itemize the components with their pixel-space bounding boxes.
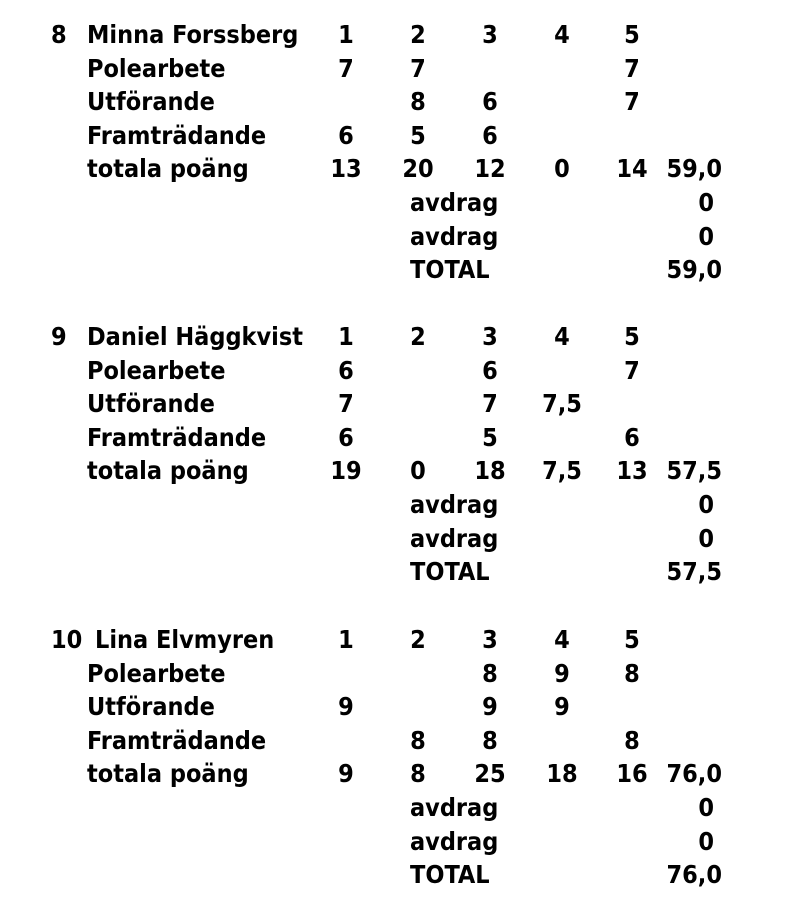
total-cell: 20 xyxy=(402,154,434,184)
points-sum: 57,5 xyxy=(666,456,722,486)
score-cell: 7 xyxy=(410,53,426,83)
score-cell: 6 xyxy=(482,355,498,385)
score-cell: 9 xyxy=(554,658,570,688)
category-label: Polearbete xyxy=(87,53,226,83)
judge-number: 5 xyxy=(624,625,640,654)
deduction-label: avdrag xyxy=(410,221,499,251)
score-cell: 6 xyxy=(624,422,640,452)
score-cell: 9 xyxy=(554,692,570,722)
score-cell: 8 xyxy=(482,658,498,688)
total-cell: 19 xyxy=(330,456,362,486)
category-label: Polearbete xyxy=(87,658,226,688)
total-cell: 12 xyxy=(474,154,506,184)
final-total: 76,0 xyxy=(666,860,722,890)
totals-label: totala poäng xyxy=(87,759,249,789)
deduction-value: 0 xyxy=(698,826,714,856)
total-cell: 18 xyxy=(546,759,578,789)
judge-number: 1 xyxy=(338,322,354,351)
judge-number: 5 xyxy=(624,322,640,351)
total-cell: 9 xyxy=(338,759,354,789)
total-cell: 7,5 xyxy=(542,456,582,486)
score-cell: 9 xyxy=(338,692,354,722)
score-cell: 5 xyxy=(482,422,498,452)
score-cell: 8 xyxy=(410,725,426,755)
category-label: Utförande xyxy=(87,87,215,117)
score-cell: 8 xyxy=(624,658,640,688)
score-cell: 9 xyxy=(482,692,498,722)
total-cell: 0 xyxy=(554,154,570,184)
category-label: Utförande xyxy=(87,389,215,419)
score-cell: 6 xyxy=(338,422,354,452)
category-label: Framträdande xyxy=(87,725,267,755)
competitor-number: 10 xyxy=(51,625,83,654)
total-cell: 25 xyxy=(474,759,506,789)
deduction-label: avdrag xyxy=(410,826,499,856)
deduction-value: 0 xyxy=(698,523,714,553)
total-cell: 14 xyxy=(616,154,648,184)
judge-number: 4 xyxy=(554,625,570,654)
competitor-name: Lina Elvmyren xyxy=(95,625,275,654)
category-label: Framträdande xyxy=(87,120,267,150)
score-cell: 8 xyxy=(624,725,640,755)
totals-label: totala poäng xyxy=(87,154,249,184)
totals-label: totala poäng xyxy=(87,456,249,486)
score-cell: 6 xyxy=(338,120,354,150)
competitor-name: Minna Forssberg xyxy=(87,20,299,49)
score-cell: 7 xyxy=(624,53,640,83)
score-cell: 7 xyxy=(338,389,354,419)
judge-number: 1 xyxy=(338,625,354,654)
category-label: Framträdande xyxy=(87,422,267,452)
score-cell: 6 xyxy=(482,87,498,117)
judge-number: 3 xyxy=(482,20,498,49)
competitor-number: 9 xyxy=(51,322,67,351)
judge-number: 2 xyxy=(410,625,426,654)
competitor-name: Daniel Häggkvist xyxy=(87,322,304,351)
total-cell: 16 xyxy=(616,759,648,789)
score-cell: 5 xyxy=(410,120,426,150)
judge-number: 4 xyxy=(554,20,570,49)
deduction-value: 0 xyxy=(698,793,714,822)
score-cell: 8 xyxy=(410,87,426,117)
category-label: Utförande xyxy=(87,692,215,722)
points-sum: 76,0 xyxy=(666,759,722,789)
score-cell: 7 xyxy=(624,355,640,385)
judge-number: 2 xyxy=(410,20,426,49)
total-label: TOTAL xyxy=(410,860,490,890)
total-cell: 13 xyxy=(616,456,648,486)
score-cell: 8 xyxy=(482,725,498,755)
final-total: 57,5 xyxy=(666,557,722,587)
deduction-label: avdrag xyxy=(410,490,499,519)
total-cell: 13 xyxy=(330,154,362,184)
total-label: TOTAL xyxy=(410,255,490,285)
deduction-label: avdrag xyxy=(410,523,499,553)
score-cell: 7,5 xyxy=(542,389,582,419)
score-cell: 7 xyxy=(624,87,640,117)
judge-number: 1 xyxy=(338,20,354,49)
deduction-label: avdrag xyxy=(410,188,499,217)
total-label: TOTAL xyxy=(410,557,490,587)
deduction-value: 0 xyxy=(698,221,714,251)
points-sum: 59,0 xyxy=(666,154,722,184)
total-cell: 18 xyxy=(474,456,506,486)
score-cell: 6 xyxy=(338,355,354,385)
total-cell: 8 xyxy=(410,759,426,789)
judge-number: 5 xyxy=(624,20,640,49)
score-cell: 6 xyxy=(482,120,498,150)
deduction-label: avdrag xyxy=(410,793,499,822)
deduction-value: 0 xyxy=(698,490,714,519)
total-cell: 0 xyxy=(410,456,426,486)
score-cell: 7 xyxy=(338,53,354,83)
final-total: 59,0 xyxy=(666,255,722,285)
score-cell: 7 xyxy=(482,389,498,419)
deduction-value: 0 xyxy=(698,188,714,217)
category-label: Polearbete xyxy=(87,355,226,385)
judge-number: 2 xyxy=(410,322,426,351)
judge-number: 3 xyxy=(482,625,498,654)
competitor-number: 8 xyxy=(51,20,67,49)
judge-number: 4 xyxy=(554,322,570,351)
judge-number: 3 xyxy=(482,322,498,351)
